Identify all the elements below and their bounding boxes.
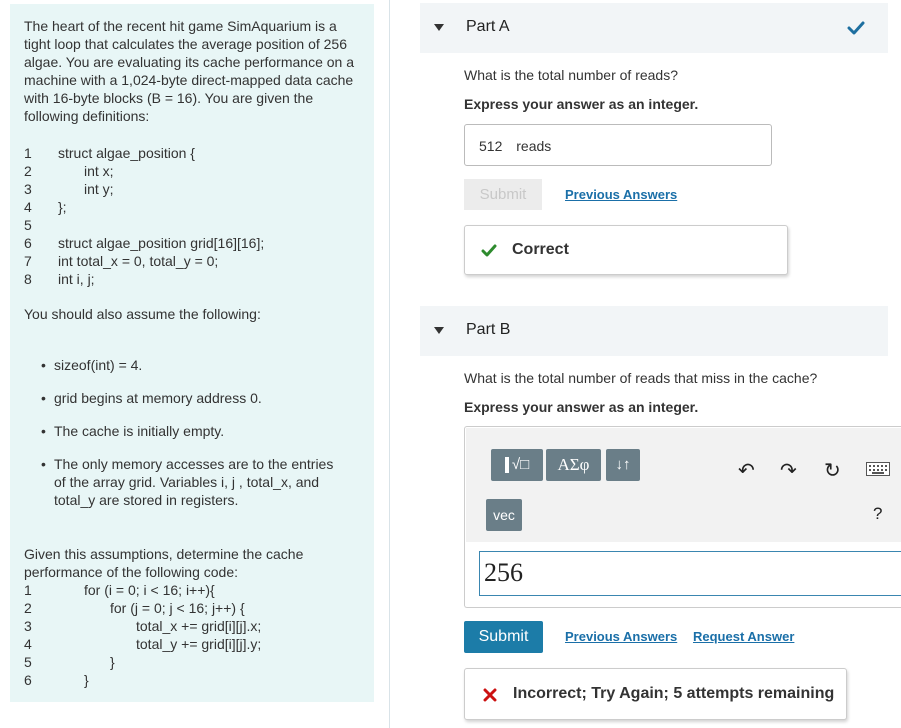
greek-symbols-button[interactable]: AΣφ bbox=[546, 449, 601, 481]
code-line: 1 struct algae_position { bbox=[24, 145, 195, 161]
part-a-previous-answers-link[interactable]: Previous Answers bbox=[565, 187, 678, 202]
part-b-instruction: Express your answer as an integer. bbox=[464, 399, 699, 415]
part-b-header[interactable] bbox=[420, 306, 888, 356]
assumptions-intro: You should also assume the following: bbox=[24, 306, 261, 322]
reset-icon[interactable]: ↻ bbox=[824, 460, 841, 482]
part-b-previous-answers-link[interactable]: Previous Answers bbox=[565, 629, 678, 644]
feedback-text: Correct bbox=[512, 241, 569, 258]
assumption-item: • The cache is initially empty. bbox=[54, 422, 344, 440]
code-line: 5 } bbox=[24, 654, 115, 670]
part-a-submit-button[interactable]: Submit bbox=[464, 179, 542, 210]
collapse-triangle-icon[interactable] bbox=[434, 327, 444, 334]
checkmark-icon bbox=[847, 20, 865, 36]
assumption-item: • grid begins at memory address 0. bbox=[54, 389, 344, 407]
incorrect-x-icon bbox=[483, 688, 497, 702]
assumption-item: • sizeof(int) = 4. bbox=[54, 356, 344, 374]
part-b-submit-button[interactable]: Submit bbox=[464, 621, 543, 653]
vec-button[interactable]: vec bbox=[486, 499, 522, 531]
code-line: 7 int total_x = 0, total_y = 0; bbox=[24, 253, 219, 269]
part-b-answer-input[interactable]: 256 bbox=[479, 551, 901, 596]
square-block-icon bbox=[505, 457, 509, 473]
part-b-question: What is the total number of reads that miss in the cache? bbox=[464, 370, 818, 386]
problem-panel bbox=[10, 4, 374, 702]
sort-arrows-button[interactable]: ↓↑ bbox=[606, 449, 640, 481]
correct-check-icon bbox=[481, 244, 497, 258]
code-line: 2 for (j = 0; j < 16; j++) { bbox=[24, 600, 245, 616]
part-a-answer-field[interactable] bbox=[464, 124, 772, 166]
code-line: 3 total_x += grid[i][j].x; bbox=[24, 618, 262, 634]
code-line: 6 struct algae_position grid[16][16]; bbox=[24, 235, 265, 251]
template-button[interactable]: √□ bbox=[491, 449, 543, 481]
code-line: 4 }; bbox=[24, 199, 67, 215]
code-line: 5 bbox=[24, 217, 32, 233]
given-text: Given this assumptions, determine the cache performance of the following code: bbox=[24, 546, 304, 580]
redo-icon[interactable]: ↷ bbox=[780, 460, 797, 482]
part-a-question: What is the total number of reads? bbox=[464, 67, 678, 83]
code-line: 3 int y; bbox=[24, 181, 114, 197]
part-a-feedback bbox=[464, 225, 788, 275]
assumption-item: • The only memory accesses are to the entries of the array grid. Variables i, j , total_x, and total_y are stored in registers. bbox=[54, 455, 344, 509]
part-b-feedback bbox=[464, 668, 847, 720]
part-a-instruction: Express your answer as an integer. bbox=[464, 96, 699, 112]
part-a-title: Part A bbox=[466, 18, 510, 35]
code-line: 2 int x; bbox=[24, 163, 114, 179]
help-button[interactable]: ? bbox=[873, 504, 883, 523]
code-line: 6 } bbox=[24, 672, 89, 688]
answer-value: 512 bbox=[479, 138, 503, 154]
column-divider bbox=[389, 0, 390, 728]
keyboard-icon[interactable] bbox=[866, 462, 890, 476]
problem-intro: The heart of the recent hit game SimAquarium is a tight loop that calculates the average position of 256 algae. You are evaluating its cache performance on a machine with a 1,024-byte direct-mapped data cache with 16-byte blocks (B = 16). You are given the following definitions: bbox=[24, 18, 355, 124]
collapse-triangle-icon[interactable] bbox=[434, 24, 444, 31]
code-line: 8 int i, j; bbox=[24, 271, 95, 287]
part-a-header[interactable] bbox=[420, 3, 888, 53]
code-line: 1 for (i = 0; i < 16; i++){ bbox=[24, 582, 215, 598]
feedback-text: Incorrect; Try Again; 5 attempts remaining bbox=[513, 685, 835, 702]
undo-icon[interactable]: ↶ bbox=[738, 460, 755, 482]
answer-unit: reads bbox=[516, 138, 552, 154]
math-toolbar bbox=[466, 428, 901, 542]
request-answer-link[interactable]: Request Answer bbox=[693, 629, 795, 644]
code-line: 4 total_y += grid[i][j].y; bbox=[24, 636, 262, 652]
part-b-title: Part B bbox=[466, 321, 511, 338]
